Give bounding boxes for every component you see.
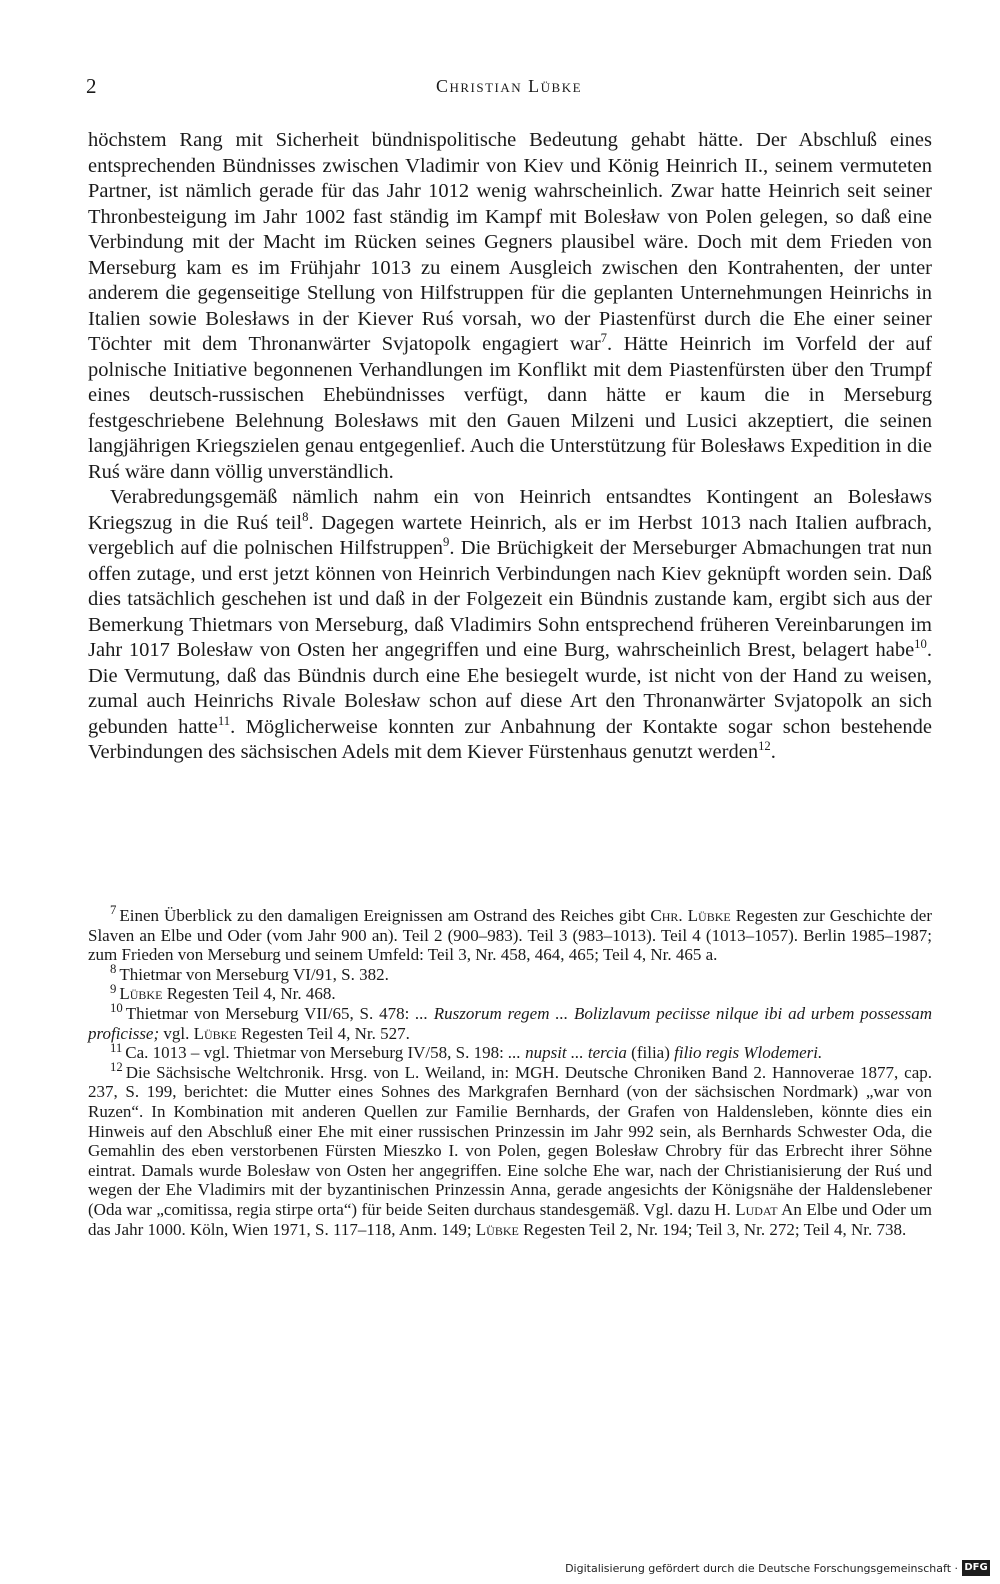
- page-number: 2: [86, 74, 97, 98]
- footnote-7: [88, 903, 933, 965]
- author-name: Lübke: [475, 1219, 519, 1239]
- author-name: Lübke: [193, 1023, 237, 1043]
- footnote-number: 7: [110, 903, 117, 918]
- latin-quote: filio regis Wlodemeri.: [674, 1043, 823, 1063]
- text-run: Regesten Teil 4, Nr. 527.: [236, 1023, 410, 1043]
- footnote-number: 11: [110, 1040, 123, 1055]
- text-run: . Möglicherweise konnten zur Anbahnung der Kontakte sogar schon bestehende Verbindungen des sächsischen Adels mit dem Kiever Fürstenhaus genutzt werden: [88, 715, 932, 763]
- digitization-footer: [565, 1558, 990, 1578]
- running-head: Christian Lübke: [435, 76, 583, 96]
- footnote-ref-10[interactable]: 10: [914, 637, 927, 652]
- footnote-10: [88, 1001, 933, 1043]
- text-run: Einen Überblick zu den damaligen Ereignissen am Ostrand des Reiches gibt: [119, 906, 651, 925]
- latin-quote: ... Ruszorum regem ... Bolizlavum peciisse nilque ibi ad urbem possessam proficisse;: [88, 1003, 933, 1043]
- footnote-8: [88, 962, 932, 985]
- footnote-ref-7[interactable]: 7: [600, 331, 607, 346]
- footnote-9: [88, 981, 932, 1004]
- dfg-logo-icon: DFG: [962, 1560, 990, 1576]
- paragraph-1: [88, 128, 932, 485]
- latin-quote: ... nupsit ... tercia: [508, 1043, 627, 1063]
- text-run: Regesten Teil 2, Nr. 194; Teil 3, Nr. 272; Teil 4, Nr. 738.: [518, 1219, 907, 1239]
- footnote-number: 10: [110, 1001, 123, 1016]
- footnote-number: 9: [110, 981, 117, 996]
- footnote-ref-11[interactable]: 11: [217, 713, 231, 728]
- author-name: H. Ludat: [714, 1199, 778, 1219]
- footnotes: [88, 903, 933, 1239]
- text-run: Ca. 1013 – vgl. Thietmar von Merseburg IV/58, S. 198:: [125, 1043, 509, 1063]
- text-run: An Elbe und Oder um das Jahr 1000. Köln, Wien 1971, S. 117–118, Anm. 149;: [88, 1199, 932, 1239]
- text-run: Regesten zur Geschichte der Slaven an Elbe und Oder (vom Jahr 900 an). Teil 2 (900–983). Teil 3 (983–1013). Teil 4 (1013–1057). Berlin 1985–1987; zum Frieden von Merseburg und seinem Umfeld: Teil 3, Nr. 458, 464, 465; Teil 4, Nr. 465 a.: [88, 906, 933, 965]
- footnote-ref-9[interactable]: 9: [443, 535, 450, 550]
- text-run: Thietmar von Merseburg VII/65, S. 478:: [125, 1003, 416, 1023]
- author-name: Lübke: [119, 984, 163, 1004]
- footnote-ref-12[interactable]: 12: [758, 739, 771, 754]
- text-run: . Dagegen wartete Heinrich, als er im Herbst 1013 nach Italien aufbrach, vergeblich auf die polnischen Hilfstruppen: [88, 511, 932, 559]
- author-name: Chr. Lübke: [650, 906, 731, 925]
- text-run: Regesten Teil 4, Nr. 468.: [162, 984, 336, 1004]
- footnote-ref-8[interactable]: 8: [302, 509, 309, 524]
- text-run: (filia): [626, 1043, 675, 1063]
- text-run: höchstem Rang mit Sicherheit bündnispolitische Bedeutung gehabt hätte. Der Abschluß eines entsprechenden Bündnisses zwischen Vladimir von Kiev und König Heinrich II., seinem vermuteten Partner, ist nämlich gerade für das Jahr 1012 wenig wahrscheinlich. Zwar hatte Heinrich seit seiner Thronbesteigung im Jahr 1002 fast ständig im Kampf mit Bolesław von Polen gelegen, so daß eine Verbindung mit der Macht im Rücken seines Gegners plausibel wäre. Doch mit dem Frieden von Merseburg kam es im Frühjahr 1013 zu einem Ausgleich zwischen den Kontrahenten, der unter anderem die gegenseitige Stellung von Hilfstruppen für die geplanten Unternehmungen Heinrichs in Italien sowie Bolesławs in der Kiever Ruś vorsah, wo der Piastenfürst durch die Ehe einer seiner Töchter mit dem Thronanwärter Svjatopolk engagiert war: [88, 129, 932, 355]
- text-run: Die Sächsische Weltchronik. Hrsg. von L. Weiland, in: MGH. Deutsche Chroniken Band 2. Hannoverae 1877, cap. 237, S. 199, berichtet: die Mutter eines Sohnes des Markgrafen Bernhard (von der sächsischen Nordmark) „war von Ruzen“. In Kombination mit anderen Quellen zur Familie Bernhards, der Grafen von Haldensleben, könnte dies ein Hinweis auf den Abschluß einer Ehe mit einer russischen Prinzessin im Jahr 992 sein, als Bernhards Schwester Oda, die Gemahlin des eben verstorbenen Fürsten Mieszko I. von Polen, gegen Bolesław Chrobry für das Erbrecht ihrer Söhne eintrat. Damals wurde Bolesław von Osten her angegriffen. Eine solche Ehe war, nach der Christianisierung der Ruś und wegen der Ehe Vladimirs mit der byzantinischen Prinzessin Anna, gerade angesichts der Königsnähe der Haldenslebener (Oda war „comitissa, regia stirpe orta“) für beide Seiten durchaus standesgemäß. Vgl. dazu: [88, 1062, 932, 1219]
- text-run: . Die Vermutung, daß das Bündnis durch eine Ehe besiegelt wurde, ist nicht von der Hand zu weisen, zumal auch Heinrichs Rivale Bolesław schon auf diese Art den Thronanwärter Svjatopolk an sich gebunden hatte: [88, 639, 932, 738]
- text-run: . Hätte Heinrich im Vorfeld der auf polnische Initiative begonnenen Verhandlungen im Konflikt mit dem Piastenfürsten über den Trumpf eines deutsch-russischen Ehebündnisses verfügt, dann hätte er kaum die in Merseburg festgeschriebene Belehnung Bolesławs mit den Gauen Milzeni und Lusici akzeptiert, die seinen langjährigen Kriegszielen genau entgegenlief. Auch die Unterstützung für Bolesławs Expedition in die Ruś wäre dann völlig unverständlich.: [88, 333, 932, 483]
- text-run: vgl.: [159, 1023, 194, 1043]
- digitization-credit: Digitalisierung gefördert durch die Deutsche Forschungsgemeinschaft ·: [565, 1561, 958, 1575]
- paragraph-2: [88, 485, 932, 766]
- text-run: Verabredungsgemäß nämlich nahm ein von Heinrich entsandtes Kontingent an Bolesławs Kriegszug in die Ruś teil: [88, 486, 932, 534]
- footnote-12: [88, 1060, 932, 1239]
- footnote-number: 8: [110, 962, 117, 977]
- text-run: . Die Brüchigkeit der Merseburger Abmachungen trat nun offen zutage, und erst jetzt können von Heinrich Verbindungen nach Kiev geknüpft worden sein. Daß dies tatsächlich geschehen ist und daß in der Folgezeit ein Bündnis zustande kam, ergibt sich aus der Bemerkung Thietmars von Merseburg, daß Vladimirs Sohn entsprechend früheren Vereinbarungen im Jahr 1017 Bolesław von Osten her angegriffen und eine Burg, wahrscheinlich Brest, belagert habe: [88, 537, 933, 661]
- text-run: Thietmar von Merseburg VI/91, S. 382.: [119, 964, 389, 984]
- footnote-number: 12: [110, 1060, 123, 1075]
- footnote-11: [88, 1040, 932, 1063]
- main-text: [88, 128, 932, 766]
- page-header: [86, 74, 932, 104]
- text-run: .: [770, 741, 776, 763]
